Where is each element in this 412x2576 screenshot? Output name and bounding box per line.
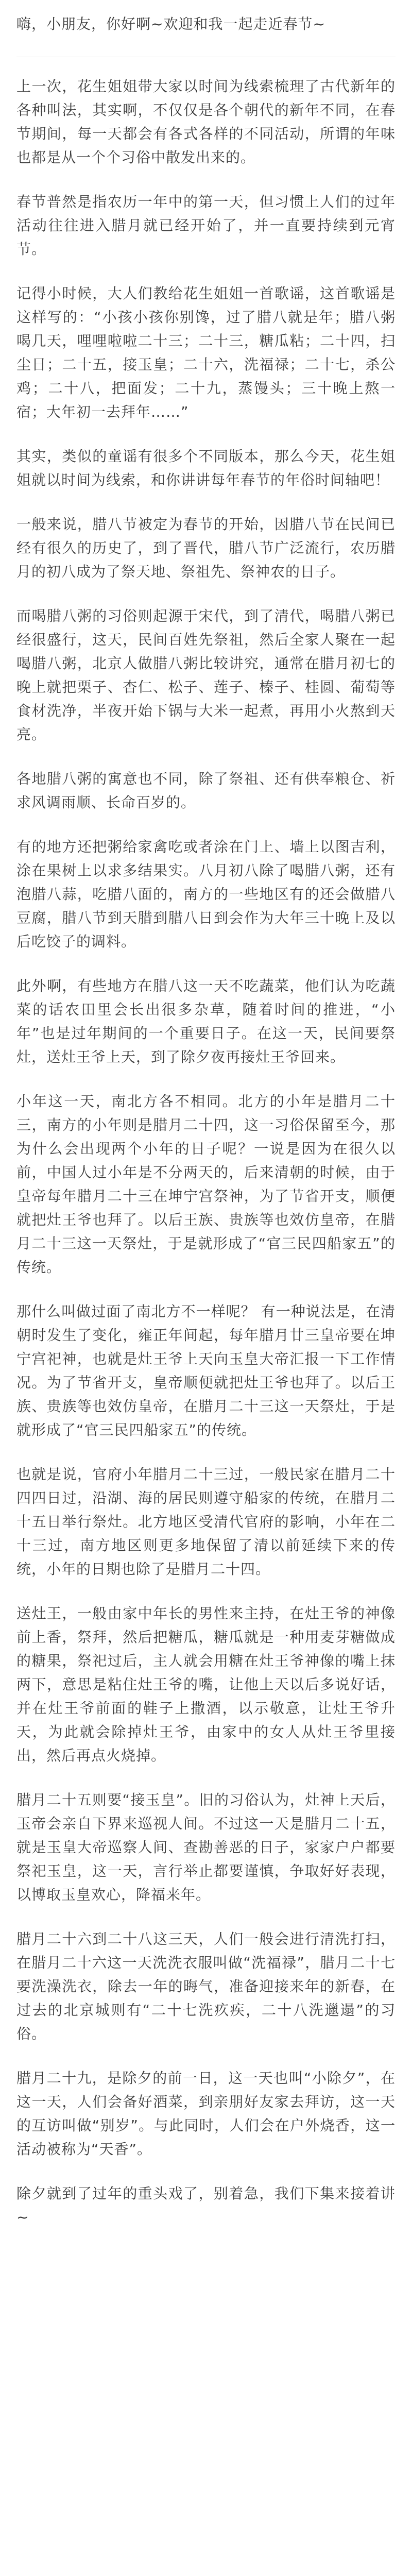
article-paragraph: 腊月二十九，是除夕的前一日，这一天也叫“小除夕”，在这一天，人们会备好酒菜，到亲朋好友家去拜访，这一天的互访叫做“别岁”。与此同时，人们会在户外烧香，这一活动被称为“天香”。 [16, 2070, 396, 2158]
article-paragraph: 那什么叫做过面了南北方不一样呢？ 有一种说法是，在清朝时发生了变化，雍正年间起，每年腊月廿三皇帝要在坤宁宫祀神，也就是灶王爷上天向玉皇大帝汇报一下工作情况。为了节省开支，皇帝顺便就把灶王爷也拜了。以后王族、贵族等也效仿皇帝，在腊月二十三这一天祭灶，于是就形成了“官三民四船家五”的传统。 [16, 1303, 396, 1438]
article-paragraph: 各地腊八粥的寓意也不同，除了祭祖、还有供奉粮仓、祈求风调雨顺、长命百岁的。 [16, 770, 396, 811]
article-body [16, 12, 396, 2250]
article-paragraph: 其实，类似的童谣有很多个不同版本，那么今天，花生姐姐就以时间为线索，和你讲讲每年春节的年俗时间轴吧！ [16, 448, 396, 488]
article-paragraph: 送灶王，一般由家中年长的男性来主持，在灶王爷的神像前上香，祭拜，然后把糖瓜，糖瓜就是一种用麦芽糖做成的糖果，祭祀过后，主人就会用糖在灶王爷神像的嘴上抹两下，意思是粘住灶王爷的嘴，让他上天以后多说好话，并在灶王爷前面的鞋子上撒酒，以示敬意，让灶王爷升天，为此就会除掉灶王爷，由家中的女人从灶王爷里接出，然后再点火烧掉。 [16, 1605, 396, 1764]
article-paragraph: 一般来说，腊八节被定为春节的开始，因腊八节在民间已经有很久的历史了，到了晋代，腊八节广泛流行，农历腊月的初八成为了祭天地、祭祖先、祭神农的日子。 [16, 516, 396, 580]
article-paragraph: 也就是说，官府小年腊月二十三过，一般民家在腊月二十四四日过，沿湖、海的居民则遵守船家的传统，在腊月二十五日举行祭灶。北方地区受清代官府的影响，小年在二十三过，南方地区则更多地保留了清以前延续下来的传统，小年的日期也除了是腊月二十四。 [16, 1466, 396, 1578]
article-paragraph: 春节普然是指农历一年中的第一天，但习惯上人们的过年活动往往进入腊月就已经开始了，并一直要持续到元宵节。 [16, 193, 396, 258]
article-paragraph-greeting: 嗨，小朋友，你好啊~欢迎和我一起走近春节~ [16, 15, 325, 32]
article-paragraph-closing: 除夕就到了过年的重头戏了，别着急，我们下集来接着讲~ [16, 2185, 396, 2226]
article-paragraph: 此外啊，有些地方在腊八这一天不吃蔬菜，他们认为吃蔬菜的话农田里会长出很多杂草，随着时间的推进，“小年”也是过年期间的一个重要日子。在这一天，民间要祭灶，送灶王爷上天，到了除夕夜再接灶王爷回来。 [16, 977, 396, 1065]
article-paragraph: 腊月二十六到二十八这三天，人们一般会进行清洗打扫，在腊月二十六这一天洗洗衣服叫做“洗福禄”，腊月二十七要洗澡洗衣，除去一年的晦气，准备迎接来年的新春，在过去的北京城则有“二十七洗疚疾，二十八洗邋遢”的习俗。 [16, 1930, 396, 2042]
article-paragraph: 记得小时候，大人们教给花生姐姐一首歌谣，这首歌谣是这样写的：“小孩小孩你别馋，过了腊八就是年；腊八粥喝几天，哩哩啦啦二十三；二十三，糖瓜粘；二十四，扫尘日；二十五，接玉皇；二十六，洗福禄；二十七，杀公鸡；二十八，把面发；二十九，蒸馒头；三十晚上熬一宿；大年初一去拜年……” [16, 285, 396, 420]
article-paragraph: 而喝腊八粥的习俗则起源于宋代，到了清代，喝腊八粥已经很盛行，这天，民间百姓先祭祖，然后全家人聚在一起喝腊八粥，北京人做腊八粥比较讲究，通常在腊月初七的晚上就把栗子、杏仁、松子、莲子、榛子、桂圆、葡萄等食材洗净，半夜开始下锅与大米一起煮，再用小火熬到天亮。 [16, 607, 396, 743]
article-paragraph: 有的地方还把粥给家禽吃或者涂在门上、墙上以图吉利，涂在果树上以求多结果实。八月初八除了喝腊八粥，还有泡腊八蒜，吃腊八面的，南方的一些地区有的还会做腊八豆腐，腊八节到天腊到腊八日到会作为大年三十晚上及以后吃饺子的调料。 [16, 838, 396, 950]
article-paragraph: 上一次，花生姐姐带大家以时间为线索梳理了古代新年的各种叫法，其实啊，不仅仅是各个朝代的新年不同，在春节期间，每一天都会有各式各样的不同活动，所谓的年味也都是从一个个习俗中散发出来的。 [16, 78, 396, 166]
article-paragraph: 小年这一天，南北方各不相同。北方的小年是腊月二十三，南方的小年则是腊月二十四，这一习俗保留至今，那为什么会出现两个小年的日子呢？一说是因为在很久以前，中国人过小年是不分两天的，后来清朝的时候，由于皇帝每年腊月二十三在坤宁宫祭神，为了节省开支，顺便就把灶王爷也拜了。以后王族、贵族等也效仿皇帝，在腊月二十三这一天祭灶，于是就形成了“官三民四船家五”的传统。 [16, 1093, 396, 1276]
article-paragraph: 腊月二十五则要“接玉皇”。旧的习俗认为，灶神上天后，玉帝会亲自下界来巡视人间。不过这一天是腊月二十五，就是玉皇大帝巡察人间、查勘善恶的日子，家家户户都要祭祀玉皇，这一天，言行举止都要谨慎，争取好好表现，以博取玉皇欢心，降福来年。 [16, 1791, 396, 1903]
